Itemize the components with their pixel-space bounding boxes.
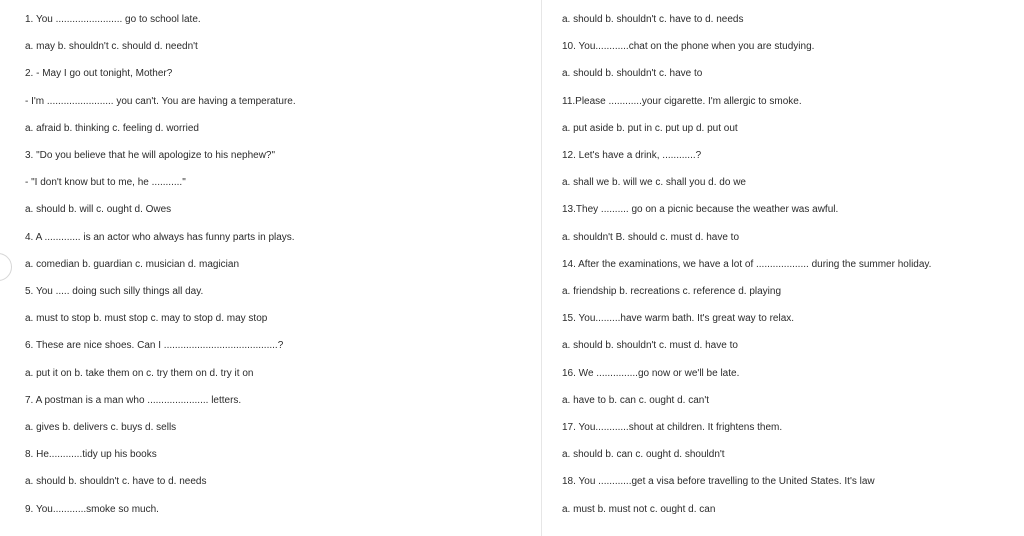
option-line: a. may b. shouldn't c. should d. needn't: [25, 41, 198, 53]
option-line: a. should b. shouldn't c. must d. have to: [562, 340, 738, 352]
question-line: 11.Please ............your cigarette. I'm allergic to smoke.: [562, 95, 802, 107]
question-line: 10. You............chat on the phone when you are studying.: [562, 41, 815, 53]
question-line: 1. You ........................ go to school late.: [25, 14, 201, 25]
option-line: a. must to stop b. must stop c. may to stop d. may stop: [25, 313, 268, 325]
option-line: a. should b. shouldn't c. have to d. needs: [562, 14, 744, 25]
option-line: a. should b. shouldn't c. have to: [562, 68, 703, 80]
option-line: a. put it on b. take them on c. try them on d. try it on: [25, 367, 254, 379]
question-line: - "I don't know but to me, he ...........": [25, 177, 186, 189]
option-line: a. comedian b. guardian c. musician d. magician: [25, 258, 240, 270]
option-line: a. should b. shouldn't c. have to d. needs: [25, 476, 207, 488]
question-line: 15. You.........have warm bath. It's great way to relax.: [562, 313, 795, 325]
option-line: a. shall we b. will we c. shall you d. do we: [562, 177, 746, 189]
option-line: a. shouldn't B. should c. must d. have to: [562, 231, 740, 243]
question-line: 5. You ..... doing such silly things all day.: [25, 286, 204, 297]
question-line: 18. You ............get a visa before travelling to the United States. It's law: [562, 476, 875, 488]
question-line: 7. A postman is a man who ...................... letters.: [25, 394, 242, 406]
option-line: 3. "Do you believe that he will apologize to his nephew?": [25, 150, 276, 161]
option-line: a. friendship b. recreations c. reference d. playing: [562, 286, 782, 297]
option-line: a. must b. must not c. ought d. can: [562, 503, 716, 515]
question-line: 17. You............shout at children. It frightens them.: [562, 422, 783, 433]
question-line: 12. Let's have a drink, ............?: [562, 150, 702, 161]
option-line: a. should b. will c. ought d. Owes: [25, 204, 172, 216]
option-line: a. should b. can c. ought d. shouldn't: [562, 449, 725, 461]
option-line: a. gives b. delivers c. buys d. sells: [25, 422, 177, 433]
column-divider: [541, 0, 542, 536]
question-line: 2. - May I go out tonight, Mother?: [25, 68, 173, 80]
question-line: a. afraid b. thinking c. feeling d. worried: [25, 122, 199, 134]
page-edge-circle: [0, 253, 12, 281]
question-line: 13.They .......... go on a picnic because the weather was awful.: [562, 204, 839, 216]
question-line: 6. These are nice shoes. Can I .........................................?: [25, 340, 284, 352]
question-line: 16. We ...............go now or we'll be late.: [562, 367, 740, 379]
question-line: 9. You............smoke so much.: [25, 503, 159, 515]
question-line: 4. A ............. is an actor who always has funny parts in plays.: [25, 231, 295, 243]
option-line: a. put aside b. put in c. put up d. put out: [562, 122, 738, 134]
option-line: a. have to b. can c. ought d. can't: [562, 394, 710, 406]
question-line: 14. After the examinations, we have a lot of ................... during the summer holiday.: [562, 258, 932, 270]
question-line: 8. He............tidy up his books: [25, 449, 157, 461]
option-line: - I'm ........................ you can't. You are having a temperature.: [25, 95, 296, 107]
